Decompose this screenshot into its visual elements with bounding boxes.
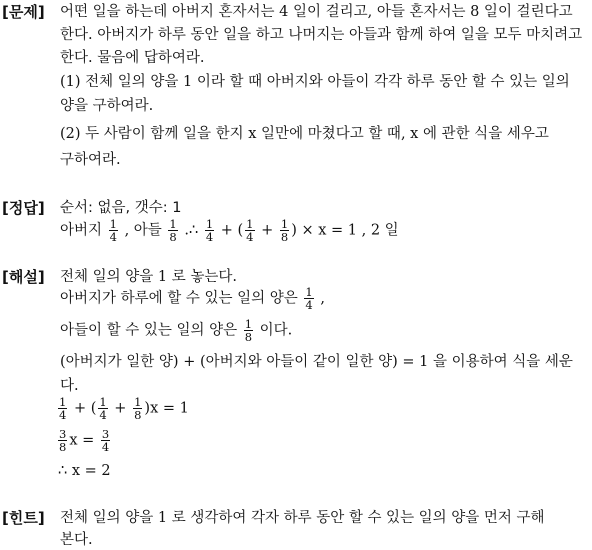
fraction-one-quarter: $\frac{1}{4}$ bbox=[109, 217, 117, 244]
problem-tag: [문제] bbox=[2, 3, 45, 21]
plus-open-paren: + ( bbox=[220, 222, 244, 239]
problem-line-7: 구하여라. bbox=[60, 152, 121, 168]
problem-line-1: 어떤 일을 하는데 아버지 혼자서는 4 일이 걸리고, 아들 혼자서는 8 일이 걸린다고 bbox=[60, 4, 573, 20]
fraction-one-quarter-3: $\frac{1}{4}$ bbox=[246, 217, 254, 244]
solution-line-1: 전체 일의 양을 1 로 놓는다. bbox=[60, 269, 237, 285]
fraction-one-eighth-3: $\frac{1}{8}$ bbox=[244, 317, 253, 344]
problem-line-6: (2) 두 사람이 함께 일을 한지 x 일만에 마쳤다고 할 때, x 에 관한 식을 세우고 bbox=[60, 126, 549, 142]
solution-tag: [해설] bbox=[2, 268, 45, 286]
hint-line-2: 본다. bbox=[60, 532, 93, 548]
fraction-one-quarter-6: $\frac{1}{4}$ bbox=[99, 395, 107, 422]
answer-equation bbox=[60, 218, 399, 243]
plus-sign: + bbox=[261, 222, 274, 239]
solution-line-5: 다. bbox=[60, 378, 79, 394]
problem-line-5: 양을 구하여라. bbox=[60, 98, 154, 114]
fraction-three-eighths: $\frac{3}{8}$ bbox=[59, 427, 67, 454]
close-paren: ) bbox=[291, 222, 297, 239]
fraction-one-quarter-5: $\frac{1}{4}$ bbox=[59, 395, 67, 422]
fraction-one-quarter-2: $\frac{1}{4}$ bbox=[205, 217, 214, 244]
answer-meta: 순서: 없음, 갯수: 1 bbox=[60, 200, 182, 216]
son-label: , 아들 bbox=[124, 222, 162, 239]
fraction-one-eighth-2: $\frac{1}{8}$ bbox=[280, 217, 289, 244]
fraction-one-eighth: $\frac{1}{8}$ bbox=[169, 217, 177, 244]
fraction-one-quarter-4: $\frac{1}{4}$ bbox=[305, 285, 313, 312]
father-label: 아버지 bbox=[60, 222, 103, 239]
solution-line-3: 아들이 할 수 있는 일의 양은 $\frac{1}{8}$ 이다. bbox=[60, 317, 293, 344]
answer-tag: [정답] bbox=[2, 199, 45, 217]
solution-equation-2: $\frac{3}{8}$ x = $\frac{3}{4}$ bbox=[59, 427, 110, 454]
answer-equation-tail: × x = 1 , 2 일 bbox=[301, 222, 399, 239]
problem-line-3: 한다. 물음에 답하여라. bbox=[60, 50, 205, 66]
fraction-one-eighth-4: $\frac{1}{8}$ bbox=[134, 395, 142, 422]
solution-line-2: 아버지가 하루에 할 수 있는 일의 양은 $\frac{1}{4}$ , bbox=[60, 285, 325, 312]
therefore-symbol: .∴ bbox=[184, 222, 199, 239]
hint-line-1: 전체 일의 양을 1 로 생각하여 각자 하루 동안 할 수 있는 일의 양을 먼저 구해 bbox=[60, 510, 545, 526]
fraction-three-quarters: $\frac{3}{4}$ bbox=[101, 427, 110, 454]
problem-line-4: (1) 전체 일의 양을 1 이라 할 때 아버지와 아들이 각각 하루 동안 할 수 있는 일의 bbox=[60, 74, 570, 90]
solution-equation-3: ∴ x = 2 bbox=[58, 463, 111, 479]
solution-line-4: (아버지가 일한 양) + (아버지와 아들이 같이 일한 양) = 1 을 이용하여 식을 세운 bbox=[60, 354, 573, 370]
solution-equation-1: $\frac{1}{4}$ + ( $\frac{1}{4}$ + $\frac{1}{8}$ )x = 1 bbox=[59, 395, 189, 422]
problem-line-2: 한다. 아버지가 하루 동안 일을 하고 나머지는 아들과 함께 하여 일을 모두 마치려고 bbox=[60, 27, 583, 43]
hint-tag: [힌트] bbox=[2, 509, 45, 527]
